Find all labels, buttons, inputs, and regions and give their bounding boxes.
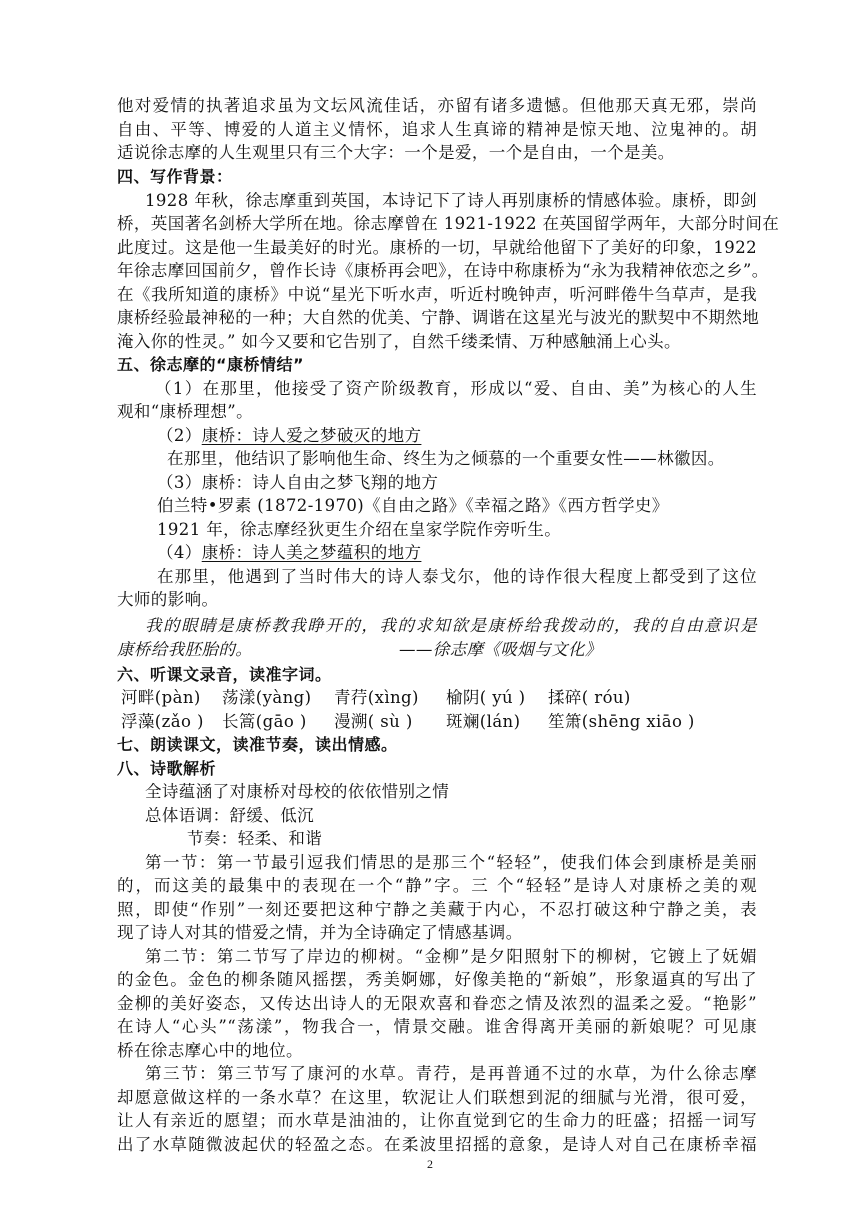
list-item-title: 康桥：诗人美之梦蕴积的地方 [201, 543, 422, 562]
pinyin-word: 青荇(xìng) [334, 688, 419, 707]
body-line: 桥在徐志摩心中的地位。 [117, 1041, 303, 1060]
body-line: 节奏：轻柔、和谐 [187, 829, 323, 848]
pinyin-word: 笙箫(shēng xiāo ) [548, 712, 695, 731]
section-heading-4: 四、写作背景： [117, 167, 233, 186]
body-line: 自由、平等、博爱的人道主义情怀，追求人生真谛的精神是惊天地、泣鬼神的。胡 [117, 120, 757, 139]
page-number: 2 [427, 1157, 433, 1171]
body-line: 第三节：第三节写了康河的水草。青荇，是再普通不过的水草，为什么徐志摩 [145, 1064, 757, 1083]
body-line: 的，而这美的最集中的表现在一个“静”字。三 个“轻轻”是诗人对康桥之美的观 [117, 876, 757, 895]
body-line: 的金色。金色的柳条随风摇摆，秀美婀娜，好像美艳的“新娘”，形象逼真的写出了 [117, 970, 757, 989]
pinyin-word: 荡漾(yàng) [222, 688, 312, 707]
section-heading-8: 八、诗歌解析 [117, 759, 217, 778]
body-line: 他对爱情的执著追求虽为文坛风流佳话，亦留有诸多遗憾。但他那天真无邪，崇尚 [117, 96, 757, 115]
body-line: （1）在那里，他接受了资产阶级教育，形成以“爱、自由、美”为核心的人生 [155, 379, 757, 398]
pinyin-word: 斑斓(lán) [446, 712, 521, 731]
pinyin-word: 浮藻(zǎo ) [121, 712, 204, 731]
body-line: 1928 年秋，徐志摩重到英国，本诗记下了诗人再别康桥的情感体验。康桥，即剑 [145, 191, 757, 210]
body-line: 金柳的美好姿态，又传达出诗人的无限欢喜和眷恋之情及浓烈的温柔之爱。“艳影” [117, 994, 757, 1013]
body-line: 年徐志摩回国前夕，曾作长诗《康桥再会吧》，在诗中称康桥为“永为我精神依恋之乡”。 [117, 261, 769, 280]
body-line: 1921 年，徐志摩经狄更生介绍在皇家学院作旁听生。 [157, 520, 562, 539]
list-item-2 [157, 424, 797, 448]
body-line: 在诗人“心头”“荡漾”，物我合一，情景交融。谁舍得离开美丽的新娘呢？可见康 [117, 1017, 757, 1036]
section-heading-5: 五、徐志摩的“康桥情结” [117, 355, 305, 374]
body-line: 现了诗人对其的惜爱之情，并为全诗确定了情感基调。 [117, 923, 523, 942]
list-item-title: 康桥：诗人爱之梦破灭的地方 [201, 426, 422, 445]
quote-line [117, 638, 757, 662]
body-line: 第一节：第一节最引逗我们情思的是那三个“轻轻”，使我们体会到康桥是美丽 [145, 853, 757, 872]
body-line: 大师的影响。 [117, 590, 219, 609]
body-line: 桥，英国著名剑桥大学所在地。徐志摩曾在 1921-1922 在英国留学两年，大部分时间在 [117, 214, 780, 233]
body-line: 出了水草随微波起伏的轻盈之态。在柔波里招摇的意象，是诗人对自己在康桥幸福 [117, 1135, 757, 1154]
body-line: 第二节：第二节写了岸边的柳树。“金柳”是夕阳照射下的柳树，它镀上了妩媚 [145, 947, 757, 966]
list-item-3: （3）康桥：诗人自由之梦飞翔的地方 [157, 473, 439, 492]
section-heading-7: 七、朗读课文，读准节奏，读出情感。 [117, 735, 398, 754]
body-line: 此度过。这是他一生最美好的时光。康桥的一切，早就给他留下了美好的印象，1922 [117, 238, 757, 257]
quote-source: ——徐志摩《吸烟与文化》 [399, 640, 602, 659]
body-line: 却愿意做这样的一条水草？在这里，软泥让人们联想到泥的细腻与光滑，很可爱， [117, 1088, 757, 1107]
body-line: 适说徐志摩的人生观里只有三个大字：一个是爱，一个是自由，一个是美。 [117, 143, 675, 162]
body-line: 让人有亲近的愿望；而水草是油油的，让你直觉到它的生命力的旺盛；招摇一词写 [117, 1111, 757, 1130]
body-line: 淹入你的性灵。” 如今又要和它告别了，自然千缕柔情、万种感触涌上心头。 [117, 332, 681, 351]
quote-text: 康桥给我胚胎的。 [117, 640, 253, 659]
pinyin-word: 河畔(pàn) [121, 688, 201, 707]
body-line: 康桥经验最神秘的一种；大自然的优美、宁静、调谐在这星光与波光的默契中不期然地 [117, 308, 760, 327]
body-line: 在那里，他遇到了当时伟大的诗人泰戈尔，他的诗作很大程度上都受到了这位 [157, 567, 757, 586]
pinyin-word: 揉碎( róu) [548, 688, 631, 707]
body-line: 伯兰特•罗素 (1872-1970)《自由之路》《幸福之路》《西方哲学史》 [157, 496, 669, 515]
pinyin-word: 长篙(gāo ) [222, 712, 307, 731]
body-line: 在那里，他结识了影响他生命、终生为之倾慕的一个重要女性——林徽因。 [167, 449, 725, 468]
quote-line: 我的眼睛是康桥教我睁开的，我的求知欲是康桥给我拨动的，我的自由意识是 [145, 616, 757, 635]
list-item-4 [157, 541, 797, 565]
list-marker: （4） [157, 543, 202, 562]
pinyin-word: 漫溯( sù ) [334, 712, 413, 731]
body-line: 在《我所知道的康桥》中说“星光下听水声，听近村晚钟声，听河畔倦牛刍草声，是我 [117, 285, 757, 304]
section-heading-6: 六、听课文录音，读准字词。 [117, 665, 332, 684]
list-marker: （2） [157, 426, 202, 445]
body-line: 总体语调：舒缓、低沉 [145, 806, 314, 825]
pinyin-word: 榆阴( yú ) [446, 688, 526, 707]
body-line: 观和“康桥理想”。 [117, 402, 253, 421]
body-line: 全诗蕴涵了对康桥对母校的依依惜别之情 [145, 782, 450, 801]
body-line: 照，即使“作别”一刻还要把这种宁静之美藏于内心，不忍打破这种宁静之美，表 [117, 900, 757, 919]
